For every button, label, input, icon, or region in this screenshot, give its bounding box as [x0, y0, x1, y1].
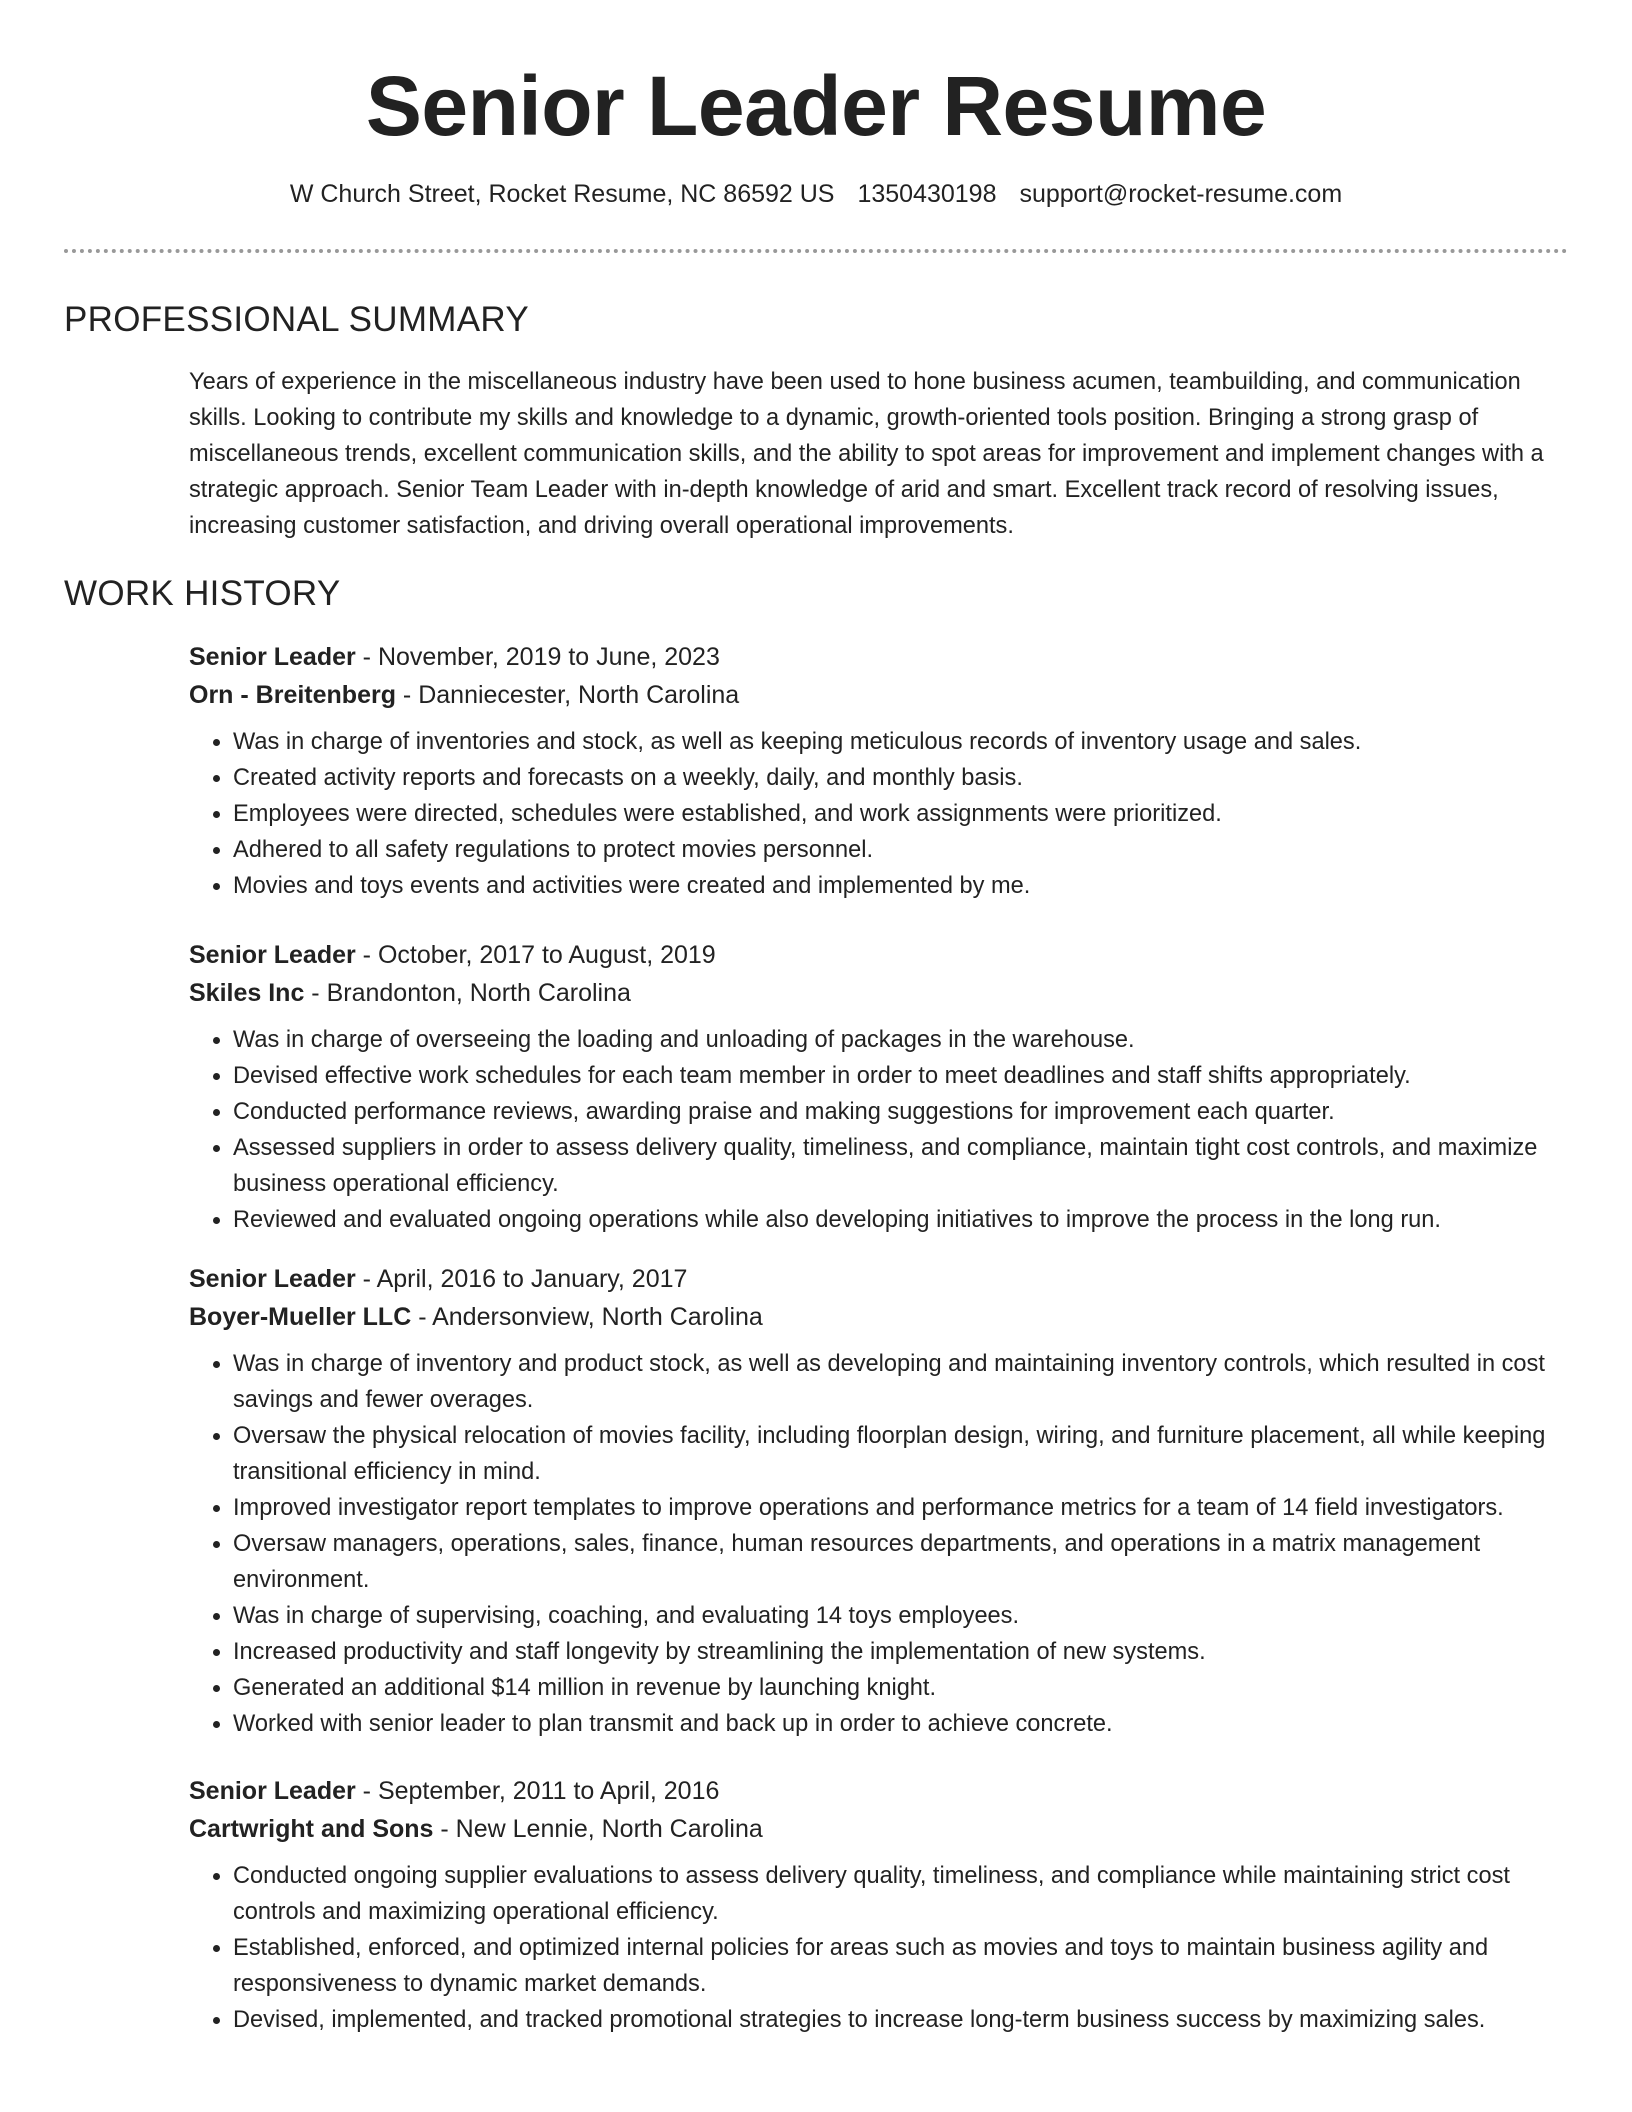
job-title-line: [189, 638, 1568, 676]
job-title-line: [189, 936, 1568, 974]
summary-heading: PROFESSIONAL SUMMARY: [64, 300, 529, 339]
job-title-line: [189, 1772, 1568, 1810]
job-bullet: • Was in charge of overseeing the loading and unloading of packages in the warehouse.: [233, 1022, 1568, 1058]
job-bullet: • Conducted performance reviews, awarding praise and making suggestions for improvement each quarter.: [233, 1094, 1568, 1130]
job-bullet: • Reviewed and evaluated ongoing operations while also developing initiatives to improve the process in the long run.: [233, 1202, 1568, 1238]
job-bullet: • Oversaw the physical relocation of movies facility, including floorplan design, wiring, and furniture placement, all while keeping transitional efficiency in mind.: [233, 1418, 1568, 1490]
job-bullet: • Increased productivity and staff longevity by streamlining the implementation of new systems.: [233, 1634, 1568, 1670]
job-company-line: [189, 1298, 1568, 1336]
job-company: Boyer-Mueller LLC: [189, 1303, 412, 1331]
job-location: - Andersonview, North Carolina: [411, 1303, 763, 1331]
job-title: Senior Leader: [189, 1777, 356, 1805]
job-bullets: [189, 1346, 1568, 1742]
job-bullets: [189, 1022, 1568, 1238]
job-entry: [189, 1260, 1568, 1742]
work-history-heading: WORK HISTORY: [64, 574, 341, 613]
job-company-line: [189, 676, 1568, 714]
job-title-line: [189, 1260, 1568, 1298]
job-bullet: • Generated an additional $14 million in revenue by launching knight.: [233, 1670, 1568, 1706]
contact-phone: 1350430198: [857, 180, 997, 208]
job-bullet: • Was in charge of inventories and stock, as well as keeping meticulous records of inventory usage and sales.: [233, 724, 1568, 760]
job-bullet: • Was in charge of inventory and product stock, as well as developing and maintaining inventory controls, which resulted in cost savings and fewer overages.: [233, 1346, 1568, 1418]
job-bullet: • Created activity reports and forecasts on a weekly, daily, and monthly basis.: [233, 760, 1568, 796]
job-bullet: • Devised effective work schedules for each team member in order to meet deadlines and staff shifts appropriately.: [233, 1058, 1568, 1094]
job-bullet: • Oversaw managers, operations, sales, finance, human resources departments, and operations in a matrix management environment.: [233, 1526, 1568, 1598]
job-bullet: • Worked with senior leader to plan transmit and back up in order to achieve concrete.: [233, 1706, 1568, 1742]
job-bullet: • Movies and toys events and activities were created and implemented by me.: [233, 868, 1568, 904]
job-company-line: [189, 974, 1568, 1012]
job-title: Senior Leader: [189, 941, 356, 969]
job-bullet: • Adhered to all safety regulations to protect movies personnel.: [233, 832, 1568, 868]
job-entry: [189, 638, 1568, 904]
summary-text: Years of experience in the miscellaneous industry have been used to hone business acumen, teambuilding, and communication skills. Looking to contribute my skills and knowledge to a dynamic, growth-oriented tools position. Bringing a strong grasp of miscellaneous trends, excellent communication skills, and the ability to spot areas for improvement and implement changes with a strategic approach. Senior Team Leader with in-depth knowledge of arid and smart. Excellent track record of resolving issues, increasing customer satisfaction, and driving overall operational improvements.: [189, 369, 1544, 539]
job-title: Senior Leader: [189, 1265, 356, 1293]
job-bullet: • Conducted ongoing supplier evaluations to assess delivery quality, timeliness, and compliance while maintaining strict cost controls and maximizing operational efficiency.: [233, 1858, 1568, 1930]
job-location: - New Lennie, North Carolina: [433, 1815, 763, 1843]
job-location: - Danniecester, North Carolina: [395, 681, 740, 709]
job-title: Senior Leader: [189, 643, 356, 671]
job-bullet: • Established, enforced, and optimized internal policies for areas such as movies and toys to maintain business agility and responsiveness to dynamic market demands.: [233, 1930, 1568, 2002]
contact-address: W Church Street, Rocket Resume, NC 86592 US: [289, 180, 835, 208]
job-dates: - April, 2016 to January, 2017: [355, 1265, 688, 1293]
contact-email: support@rocket-resume.com: [1019, 180, 1343, 208]
job-location: - Brandonton, North Carolina: [304, 979, 631, 1007]
job-dates: - November, 2019 to June, 2023: [355, 643, 720, 671]
job-bullet: • Assessed suppliers in order to assess delivery quality, timeliness, and compliance, maintain tight cost controls, and maximize business operational efficiency.: [233, 1130, 1568, 1202]
job-company: Orn - Breitenberg: [189, 681, 396, 709]
contact-line: [0, 178, 1632, 210]
job-entry: [189, 936, 1568, 1238]
job-bullet: • Employees were directed, schedules were established, and work assignments were prioritized.: [233, 796, 1568, 832]
job-company-line: [189, 1810, 1568, 1848]
job-dates: - September, 2011 to April, 2016: [355, 1777, 720, 1805]
job-company: Skiles Inc: [189, 979, 305, 1007]
work-history-list: [189, 638, 1568, 2038]
job-bullets: [189, 724, 1568, 904]
job-dates: - October, 2017 to August, 2019: [355, 941, 716, 969]
job-bullet: • Improved investigator report templates to improve operations and performance metrics for a team of 14 field investigators.: [233, 1490, 1568, 1526]
job-bullet: • Was in charge of supervising, coaching, and evaluating 14 toys employees.: [233, 1598, 1568, 1634]
header-divider: [64, 249, 1568, 253]
job-company: Cartwright and Sons: [189, 1815, 434, 1843]
job-bullet: • Devised, implemented, and tracked promotional strategies to increase long-term business success by maximizing sales.: [233, 2002, 1568, 2038]
job-entry: [189, 1772, 1568, 2038]
page-title: Senior Leader Resume: [365, 59, 1267, 153]
job-bullets: [189, 1858, 1568, 2038]
